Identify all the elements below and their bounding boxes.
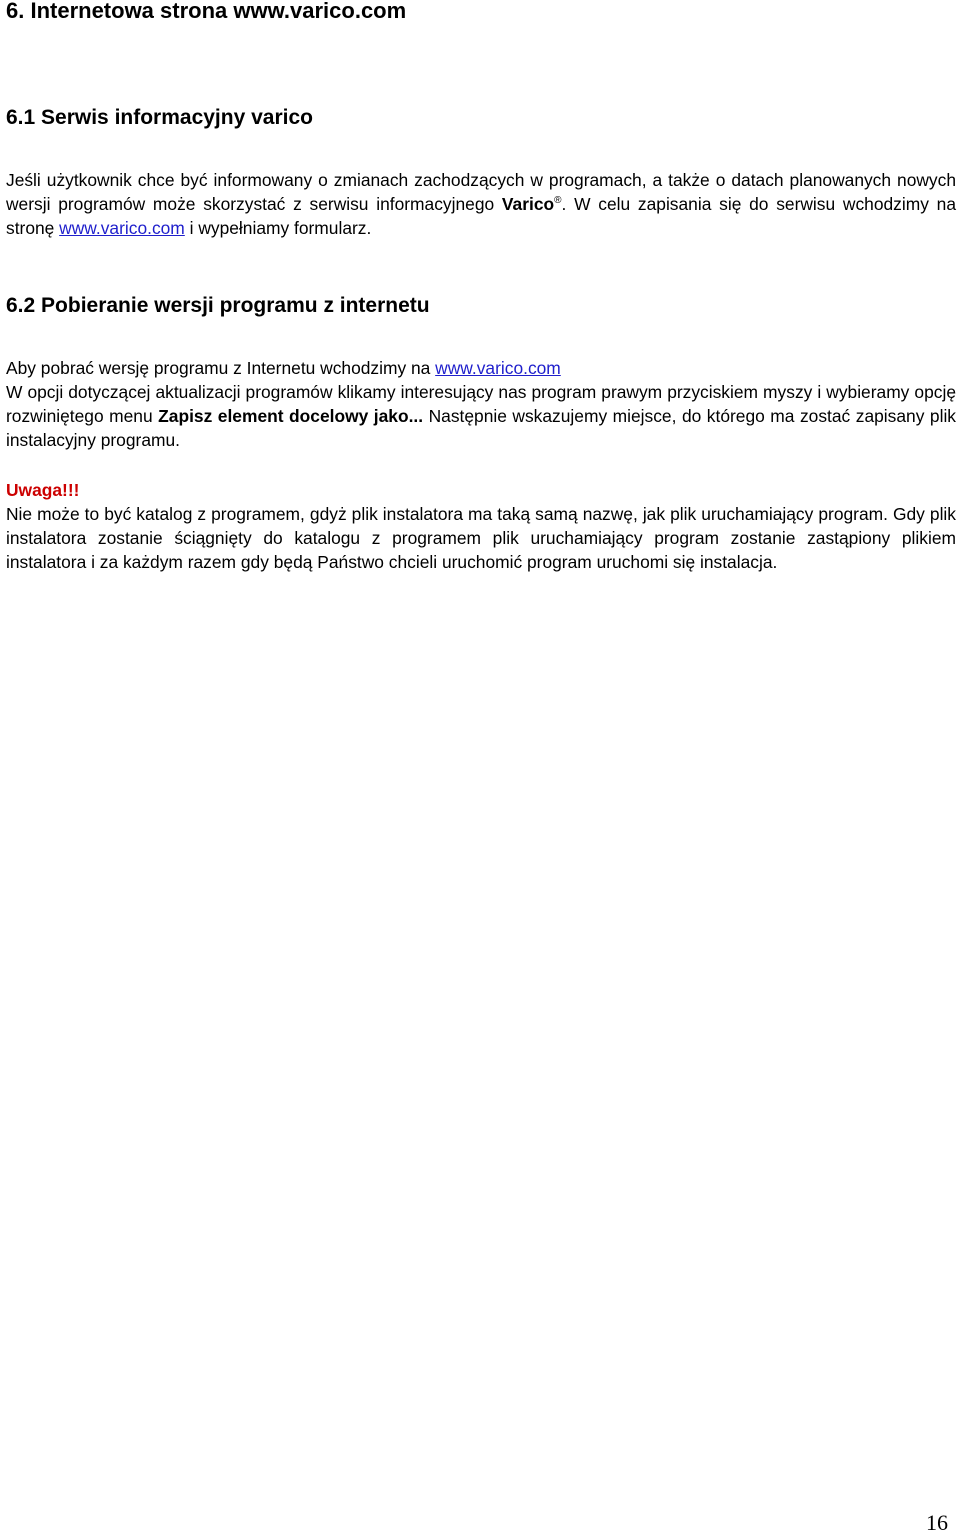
- download-text-b: Następnie wskazujemy miejsce, do którego ma zostać zapisany plik instalacyjny programu.: [6, 406, 957, 450]
- varico-download-link[interactable]: www.varico.com: [435, 358, 561, 378]
- section-6-2-heading: 6.2 Pobieranie wersji programu z internetu: [6, 294, 430, 317]
- page-number: 16: [926, 1510, 948, 1535]
- section-6-heading: 6. Internetowa strona www.varico.com: [6, 0, 407, 23]
- section-6-1-heading: 6.1 Serwis informacyjny varico: [6, 106, 313, 129]
- varico-link[interactable]: www.varico.com: [59, 218, 185, 238]
- info-service-text-b: . W celu zapisania się do serwisu wchodzimy na stronę: [6, 194, 957, 238]
- save-target-as-option: Zapisz element docelowy jako...: [158, 406, 424, 426]
- download-paragraph: [6, 356, 956, 452]
- warning-text: Nie może to być katalog z programem, gdyż plik instalatora ma taką samą nazwę, jak plik uruchamiający program. Gdy plik instalatora zostanie ściągnięty do katalogu z programem plik uruchamiający program zostanie zastąpiony plikiem instalatora i za każdym razem gdy będą Państwo chcieli uruchomić program uruchomi się instalacja.: [6, 504, 956, 572]
- varico-brand: Varico: [501, 194, 555, 214]
- download-text-a: W opcji dotyczącej aktualizacji programów klikamy interesujący nas program prawym przyciskiem myszy i wybieramy opcję rozwiniętego menu: [6, 382, 956, 426]
- warning-paragraph: [6, 478, 956, 574]
- warning-label: Uwaga!!!: [6, 480, 80, 500]
- info-service-paragraph: [6, 168, 956, 240]
- info-service-text-a: Jeśli użytkownik chce być informowany o zmianach zachodzących w programach, a także o datach planowanych nowych wersji programów może skorzystać z serwisu informacyjnego: [6, 170, 956, 214]
- download-intro-text: Aby pobrać wersję programu z Internetu wchodzimy na: [6, 358, 436, 378]
- info-service-text-c: i wypełniamy formularz.: [184, 218, 372, 238]
- registered-mark: ®: [554, 195, 562, 207]
